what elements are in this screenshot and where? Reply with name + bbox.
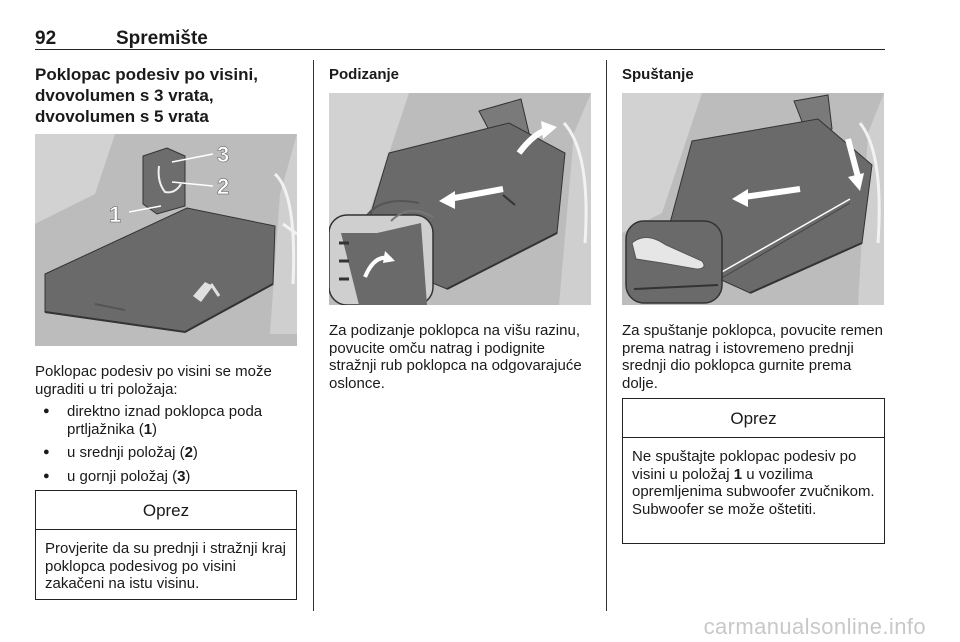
list-item: ● u gornji položaj (3) — [36, 468, 306, 486]
callout-3: 3 — [217, 142, 230, 167]
column-divider-1 — [313, 60, 314, 611]
caution-box-2 — [622, 398, 885, 544]
intro-paragraph: Poklopac podesiv po visini se može ugraditi u tri položaja: — [35, 363, 272, 398]
caution-title: Oprez — [623, 399, 884, 438]
caution-box-1 — [35, 490, 297, 600]
watermark: carmanualsonline.info — [703, 614, 926, 639]
section-title: Poklopac podesiv po visini, dvovolumen s 3 vrata, dvovolumen s 5 vrata — [35, 65, 258, 126]
figure-cover-positions — [35, 134, 297, 346]
figure-lowering — [622, 93, 884, 305]
header-rule — [35, 49, 885, 50]
chapter-title: Spremište — [116, 28, 208, 49]
list-item: ● u srednji položaj (2) — [36, 444, 306, 462]
figure-raising — [329, 93, 591, 305]
callout-1: 1 — [109, 202, 122, 227]
raising-heading: Podizanje — [329, 66, 400, 83]
page-number: 92 — [35, 28, 57, 49]
positions-list — [36, 403, 306, 491]
callout-2: 2 — [217, 174, 230, 199]
caution-text: Ne spuštajte poklopac podesiv po visini u položaj 1 u vozilima opremljenima subwoofer zvučnikom. Subwoofer se može oštetiti. — [632, 448, 875, 518]
caution-title: Oprez — [36, 491, 296, 530]
list-item: ● direktno iznad poklopca poda prtljažnika (1) — [36, 403, 306, 438]
column-divider-2 — [606, 60, 607, 611]
lowering-text: Za spuštanje poklopca, povucite remen prema natrag i istovremeno prednji srednji dio poklopca gurnite prema dolje. — [622, 322, 883, 392]
raising-text: Za podizanje poklopca na višu razinu, povucite omču natrag i podignite stražnji rub poklopca na odgovarajuće oslonce. — [329, 322, 582, 392]
caution-text: Provjerite da su prednji i stražnji kraj poklopca podesivog po visini zakačeni na istu visinu. — [45, 540, 286, 592]
lowering-heading: Spuštanje — [622, 66, 694, 83]
